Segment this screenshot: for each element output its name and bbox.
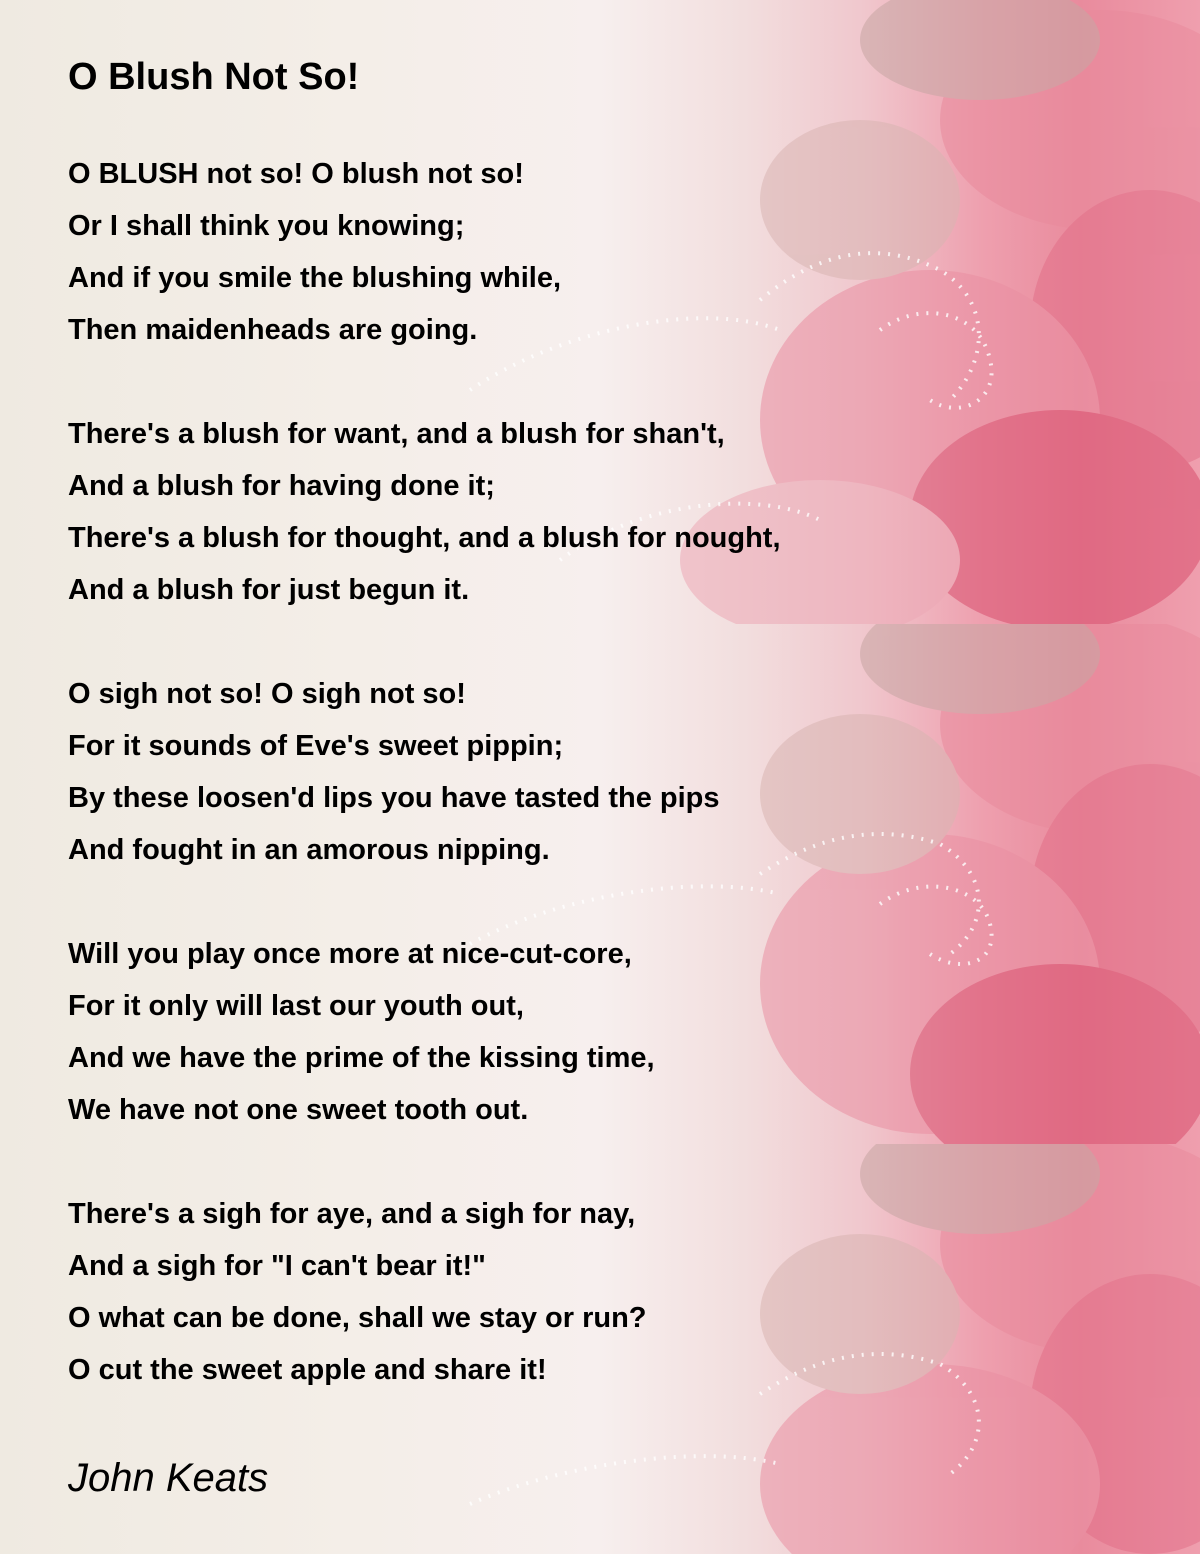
stanza [68, 148, 968, 356]
poem-line: And fought in an amorous nipping. [68, 834, 550, 866]
poem-line: And a sigh for "I can't bear it!" [68, 1250, 486, 1282]
poem-line: And a blush for having done it; [68, 470, 495, 502]
poem-line: O sigh not so! O sigh not so! [68, 678, 466, 710]
poem-line: We have not one sweet tooth out. [68, 1094, 529, 1126]
stanza [68, 928, 968, 1136]
poem-line: O cut the sweet apple and share it! [68, 1354, 547, 1386]
stanza [68, 668, 968, 876]
poem-line: Then maidenheads are going. [68, 314, 478, 346]
stanza [68, 408, 968, 616]
poem-line: There's a blush for thought, and a blush for nought, [68, 522, 781, 554]
poem-line: Or I shall think you knowing; [68, 210, 465, 242]
poem-line: And a blush for just begun it. [68, 574, 470, 606]
stanza [68, 1188, 968, 1396]
poem-line: And we have the prime of the kissing time, [68, 1042, 655, 1074]
poem-line: For it sounds of Eve's sweet pippin; [68, 730, 564, 762]
poem-title: O Blush Not So! [68, 56, 360, 98]
poem-line: And if you smile the blushing while, [68, 262, 562, 294]
poem-line: O what can be done, shall we stay or run? [68, 1302, 647, 1334]
poem-line: O BLUSH not so! O blush not so! [68, 158, 524, 190]
poem-line: There's a sigh for aye, and a sigh for nay, [68, 1198, 636, 1230]
poem-line: By these loosen'd lips you have tasted the pips [68, 782, 720, 814]
poem-line: For it only will last our youth out, [68, 990, 524, 1022]
poem-author: John Keats [68, 1456, 269, 1500]
poem-line: There's a blush for want, and a blush for shan't, [68, 418, 725, 450]
poem-line: Will you play once more at nice-cut-core, [68, 938, 632, 970]
poem-body [68, 148, 968, 1448]
